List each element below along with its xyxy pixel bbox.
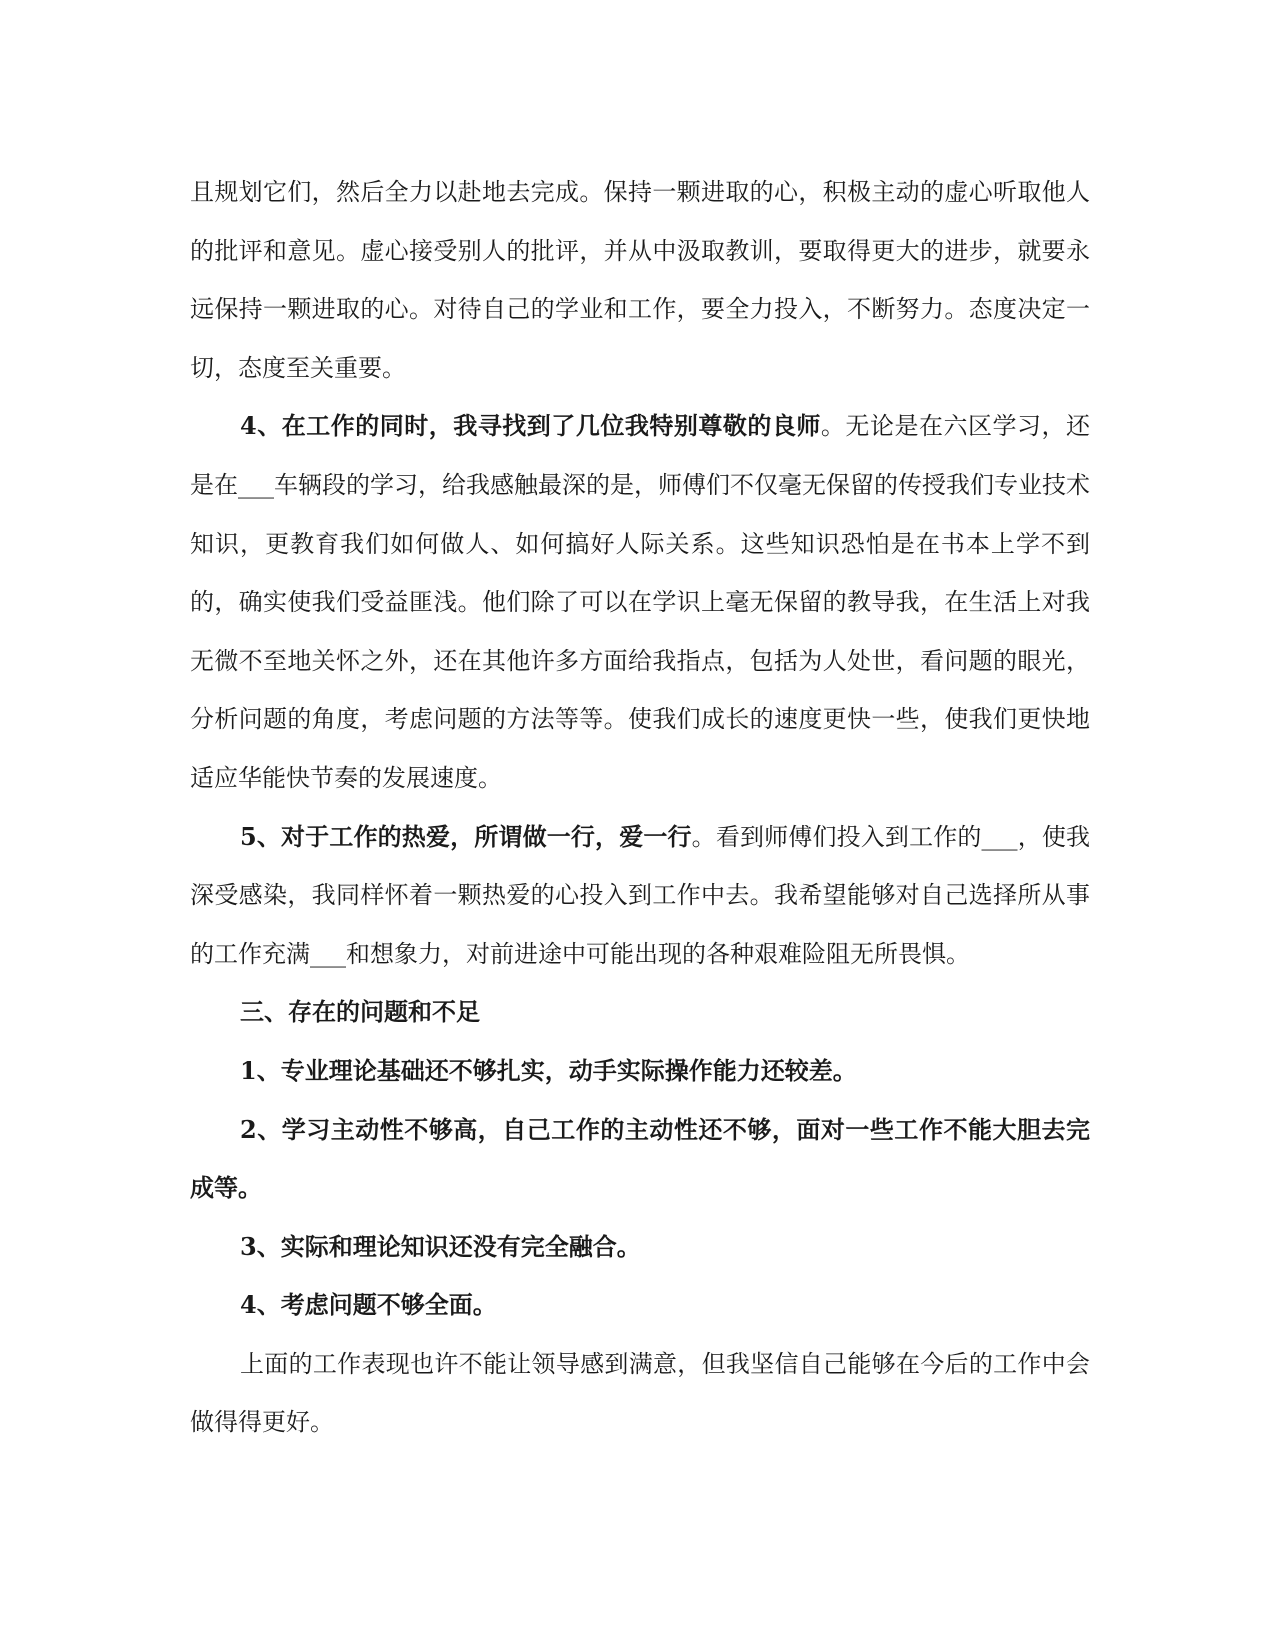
problem-item-1: 1、专业理论基础还不够扎实，动手实际操作能力还较差。 — [240, 1055, 857, 1085]
paragraph-item-4 — [190, 397, 1090, 807]
document-page — [190, 163, 1090, 1452]
problem-item-4: 4、考虑问题不够全面。 — [240, 1290, 497, 1320]
section-heading: 三、存在的问题和不足 — [240, 997, 480, 1027]
closing-paragraph: 上面的工作表现也许不能让领导感到满意，但我坚信自己能够在今后的工作中会做得得更好。 — [190, 1349, 1090, 1437]
paragraph-item-4-lead: 4、在工作的同时，我寻找到了几位我特别尊敬的良师 — [240, 411, 821, 441]
paragraph-item-5 — [190, 808, 1090, 984]
problem-item-3: 3、实际和理论知识还没有完全融合。 — [240, 1231, 641, 1261]
problem-item-2: 2、学习主动性不够高，自己工作的主动性还不够，面对一些工作不能大胆去完成等。 — [190, 1114, 1090, 1203]
paragraph-item-4-body: 。无论是在六区学习，还是在___车辆段的学习，给我感触最深的是，师傅们不仅毫无保留的传授我们专业技术知识，更教育我们如何做人、如何搞好人际关系。这些知识恐怕是在书本上学不到的，确实使我们受益匪浅。他们除了可以在学识上毫无保留的教导我，在生活上对我无微不至地关怀之外，还在其他许多方面给我指点，包括为人处世，看问题的眼光，分析问题的角度，考虑问题的方法等等。使我们成长的速度更快一些，使我们更快地适应华能快节奏的发展速度。 — [190, 412, 1091, 792]
paragraph-item-5-body: 。看到师傅们投入到工作的___，使我深受感染，我同样怀着一颗热爱的心投入到工作中去。我希望能够对自己选择所从事的工作充满___和想象力，对前进途中可能出现的各种艰难险阻无所畏惧。 — [190, 822, 1091, 968]
paragraph-item-5-lead: 5、对于工作的热爱，所谓做一行，爱一行 — [240, 821, 692, 851]
paragraph-continued: 且规划它们，然后全力以赴地去完成。保持一颗进取的心，积极主动的虚心听取他人的批评和意见。虚心接受别人的批评，并从中汲取教训，要取得更大的进步，就要永远保持一颗进取的心。对待自己的学业和工作，要全力投入，不断努力。态度决定一切，态度至关重要。 — [190, 178, 1090, 382]
